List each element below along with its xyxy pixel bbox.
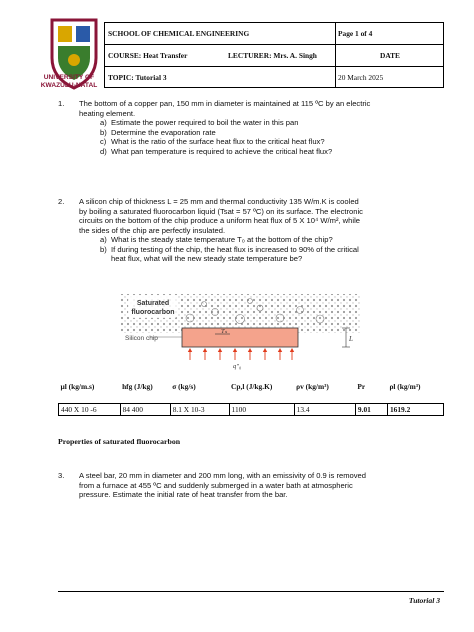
table-header-row <box>59 381 444 404</box>
thickness-label: L <box>349 335 353 343</box>
question-3-number: 3. <box>58 471 65 480</box>
heat-flux-arrowhead <box>203 348 207 352</box>
table-header-cell: µl (kg/m.s) <box>59 381 121 404</box>
heat-flux-arrowhead <box>188 348 192 352</box>
silicon-chip <box>182 328 298 347</box>
question-2-text: A silicon chip of thickness L = 25 mm and thermal conductivity 135 W/m.K is cooled by boiling a saturated fluorocarbon liquid (Tsat = 57 ºC) on its surface. The electronic circuits on the bottom of the chip produce a uniform heat flux of 5 X 10⁴ W/m², while the sides of the chip are perfectly insulated. <box>79 197 363 235</box>
heat-flux-arrowhead <box>278 348 282 352</box>
table-value-cell: 440 X 10 -6 <box>59 404 121 416</box>
date-value: 20 March 2025 <box>338 73 384 82</box>
heat-flux-arrowhead <box>218 348 222 352</box>
date-label: DATE <box>380 51 400 60</box>
table-header-cell: hfg (J/kg) <box>120 381 170 404</box>
heat-flux-arrowhead <box>248 348 252 352</box>
table-header-cell: Cp,l (J/kg.K) <box>229 381 294 404</box>
heat-flux-label: q″₀ <box>233 363 242 370</box>
heat-flux-arrowhead <box>233 348 237 352</box>
heat-flux-arrows <box>188 348 294 360</box>
table-header-cell: Pr <box>355 381 387 404</box>
table-value-cell: 1100 <box>229 404 294 416</box>
footer-divider <box>58 591 444 592</box>
footer-label: Tutorial 3 <box>408 596 440 605</box>
silicon-chip-diagram <box>120 292 370 372</box>
surface-temp-label: Tₛ <box>221 328 228 335</box>
table-value-cell: 13.4 <box>294 404 355 416</box>
fluid-label-line1: Saturated <box>136 300 170 307</box>
table-header-cell: σ (kg/s) <box>170 381 229 404</box>
question-2-parts: a) What is the steady state temperature T₀ at the bottom of the chip? b) If during testing of the chip, the heat flux is increased to 90% of the critical heat flux, what will the new steady state temperature be? <box>100 235 359 264</box>
school-name: SCHOOL OF CHEMICAL ENGINEERING <box>108 29 250 38</box>
question-1-text: The bottom of a copper pan, 150 mm in diameter is maintained at 115 ºC by an electric heating element. <box>79 99 371 118</box>
topic-title: TOPIC: Tutorial 3 <box>108 73 167 82</box>
page-number: Page 1 of 4 <box>338 29 373 38</box>
course-name: COURSE: Heat Transfer <box>108 51 188 60</box>
table-values-row <box>59 404 444 416</box>
table-header-cell: ρv (kg/m³) <box>294 381 355 404</box>
header-table <box>104 22 444 88</box>
properties-table <box>58 381 444 416</box>
table-value-cell: 84 400 <box>120 404 170 416</box>
table-value-cell: 1619.2 <box>387 404 443 416</box>
heat-flux-arrowhead <box>263 348 267 352</box>
question-1-parts: a) Estimate the power required to boil the water in this pan b) Determine the evaporation rate c) What is the ratio of the surface heat flux to the critical heat flux? d) What pan temperature is required to achieve the critical heat flux? <box>100 118 333 156</box>
table-value-cell: 8.1 X 10-3 <box>170 404 229 416</box>
university-name: UNIVERSITY OF KWAZULU-NATAL <box>40 74 98 89</box>
fluid-label-line2: fluorocarbon <box>131 309 175 316</box>
lecturer-name: LECTURER: Mrs. A. Singh <box>228 51 317 60</box>
table-value-cell: 9.01 <box>355 404 387 416</box>
heat-flux-arrowhead <box>290 348 294 352</box>
table-header-cell: ρl (kg/m³) <box>387 381 443 404</box>
university-crest-logo <box>44 14 104 104</box>
chip-label: Silicon chip <box>125 335 158 342</box>
question-3-text: A steel bar, 20 mm in diameter and 200 mm long, with an emissivity of 0.9 is removed from a furnace at 455 ºC and suddenly submerged in a water bath at atmospheric pressure. Estimate the initial rate of heat transfer from the bar. <box>79 471 367 500</box>
question-1-number: 1. <box>58 99 65 108</box>
table-caption: Properties of saturated fluorocarbon <box>58 437 181 446</box>
question-2-number: 2. <box>58 197 65 206</box>
